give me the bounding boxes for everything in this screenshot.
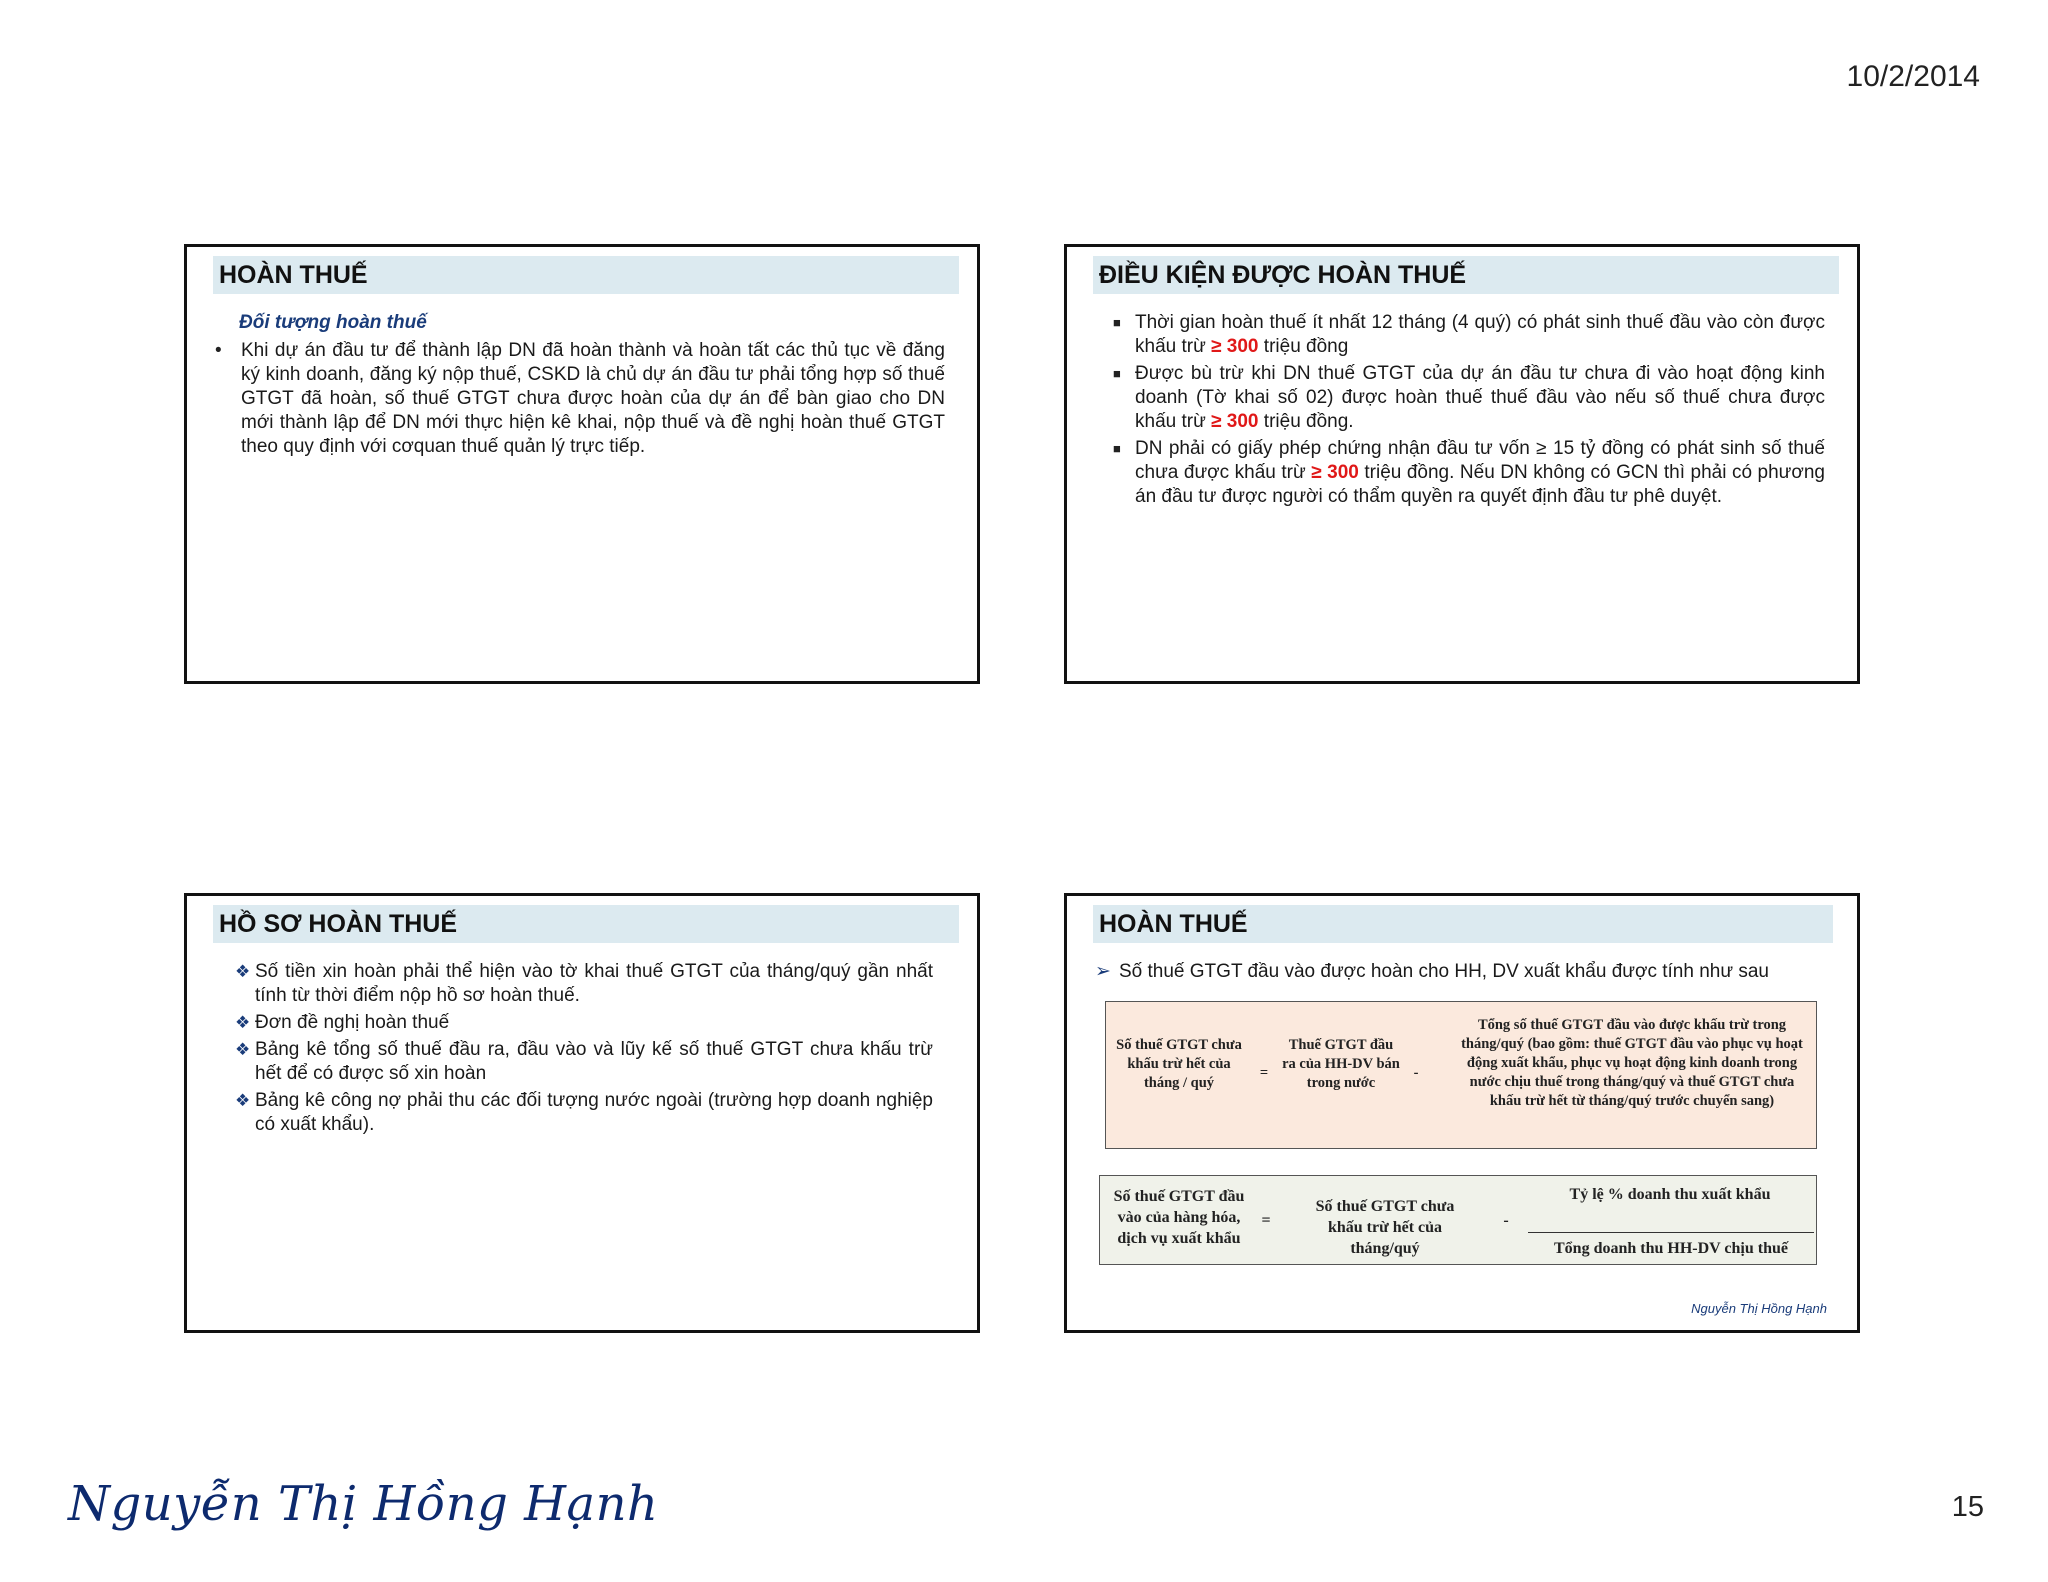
formula-left-term: Số thuế GTGT chưa khấu trừ hết của tháng / quý: [1116, 1037, 1242, 1091]
list-item: ■ DN phải có giấy phép chứng nhận đầu tư vốn ≥ 15 tỷ đồng có phát sinh số thuế chưa được khấu trừ ≥ 300 triệu đồng. Nếu DN không có GCN thì phải có phương án đầu tư được người có thẩm quyền ra quyết định đầu tư phê duyệt.: [1113, 438, 1825, 507]
list-item: ❖ Bảng kê công nợ phải thu các đối tượng nước ngoài (trường hợp doanh nghiệp có xuất khẩu).: [235, 1090, 933, 1135]
formula-box-1: [1105, 1001, 1817, 1149]
threshold-highlight: ≥ 300: [1211, 336, 1259, 357]
bullet-list: [1093, 960, 1831, 984]
formula-minus: -: [1503, 1212, 1509, 1229]
formula-middle-term: Số thuế GTGT chưa khấu trừ hết của tháng/quý: [1315, 1198, 1455, 1257]
diamond-bullet-icon: ❖: [235, 962, 251, 981]
bullet-list: [213, 339, 945, 459]
list-item: ❖ Bảng kê tổng số thuế đầu ra, đầu vào và lũy kế số thuế GTGT chưa khấu trừ hết để có được số xin hoàn: [235, 1039, 933, 1084]
list-item: ■ Được bù trừ khi DN thuế GTGT của dự án đầu tư chưa đi vào hoạt động kinh doanh (Tờ khai số 02) được hoàn thuế thuế đầu vào nếu số thuế chưa được khấu trừ ≥ 300 triệu đồng.: [1113, 363, 1825, 432]
bullet-list: [1093, 311, 1825, 509]
slide-hoan-thue-doi-tuong: [184, 244, 980, 684]
slide-title: HỒ SƠ HOÀN THUẾ: [213, 905, 959, 943]
formula-middle-term: Thuế GTGT đầu ra của HH-DV bán trong nước: [1282, 1037, 1400, 1091]
formula-box-2: [1099, 1175, 1817, 1265]
fraction-line: [1528, 1232, 1814, 1233]
diamond-bullet-icon: ❖: [235, 1013, 251, 1032]
threshold-highlight: ≥ 300: [1311, 462, 1359, 483]
slide-credit: Nguyễn Thị Hồng Hạnh: [1691, 1301, 1827, 1316]
bullet-dot-icon: •: [215, 340, 222, 361]
formula-equals: =: [1259, 1065, 1269, 1081]
slide-title: ĐIỀU KIỆN ĐƯỢC HOÀN THUẾ: [1093, 256, 1839, 294]
slide-dieu-kien-hoan-thue: [1064, 244, 1860, 684]
page-date: 10/2/2014: [1846, 60, 1980, 93]
formula-denominator: Tổng doanh thu HH-DV chịu thuế: [1554, 1240, 1788, 1257]
list-item: • Khi dự án đầu tư để thành lập DN đã hoàn thành và hoàn tất các thủ tục về đăng ký kinh doanh, đăng ký nộp thuế, CSKD là chủ dự án đầu tư phải tổng hợp số thuế GTGT đã hoàn, số thuế GTGT chưa được hoàn của dự án để bàn giao cho DN mới thành lập để DN mới thực hiện kê khai, nộp thuế và đề nghị hoàn thuế GTGT theo quy định với cơquan thuế quản lý trực tiếp.: [215, 340, 945, 457]
square-bullet-icon: ■: [1113, 441, 1121, 456]
formula-left-term: Số thuế GTGT đầu vào của hàng hóa, dịch vụ xuất khẩu: [1113, 1188, 1245, 1247]
square-bullet-icon: ■: [1113, 315, 1121, 330]
list-item: ❖ Đơn đề nghị hoàn thuế: [235, 1012, 450, 1033]
formula-numerator: Tỷ lệ % doanh thu xuất khẩu: [1569, 1186, 1771, 1203]
list-item: ➢ Số thuế GTGT đầu vào được hoàn cho HH, DV xuất khẩu được tính như sau: [1095, 961, 1769, 982]
list-item: ■ Thời gian hoàn thuế ít nhất 12 tháng (4 quý) có phát sinh thuế đầu vào còn được khấu trừ ≥ 300 triệu đồng: [1113, 312, 1825, 357]
author-footer: Nguyễn Thị Hồng Hạnh: [68, 1476, 659, 1532]
arrow-bullet-icon: ➢: [1095, 961, 1111, 982]
threshold-highlight: ≥ 300: [1211, 411, 1259, 432]
square-bullet-icon: ■: [1113, 366, 1121, 381]
slide-title: HOÀN THUẾ: [213, 256, 959, 294]
slide-hoan-thue-cong-thuc: [1064, 893, 1860, 1333]
slide-ho-so-hoan-thue: [184, 893, 980, 1333]
slide-body: [231, 960, 933, 1140]
formula-minus: -: [1413, 1065, 1419, 1081]
slide-body: [1093, 960, 1831, 988]
page-number: 15: [1951, 1491, 1984, 1523]
formula-equals: =: [1261, 1212, 1271, 1229]
formula-right-term: Tổng số thuế GTGT đầu vào được khấu trừ trong tháng/quý (bao gồm: thuế GTGT đầu vào phục vụ hoạt động xuất khẩu, phục vụ hoạt động kinh doanh trong nước chịu thuế trong tháng/quý và thuế GTGT chưa khấu trừ hết từ tháng/quý trước chuyển sang): [1461, 1017, 1803, 1109]
diamond-bullet-icon: ❖: [235, 1091, 251, 1110]
bullet-list: [231, 960, 933, 1137]
slide-body: [213, 311, 945, 463]
subheading: Đối tượng hoàn thuế: [239, 312, 427, 333]
list-item: ❖ Số tiền xin hoàn phải thể hiện vào tờ khai thuế GTGT của tháng/quý gần nhất tính từ thời điểm nộp hồ sơ hoàn thuế.: [235, 961, 933, 1006]
slide-title: HOÀN THUẾ: [1093, 905, 1833, 943]
diamond-bullet-icon: ❖: [235, 1040, 251, 1059]
slide-body: [1093, 311, 1825, 512]
